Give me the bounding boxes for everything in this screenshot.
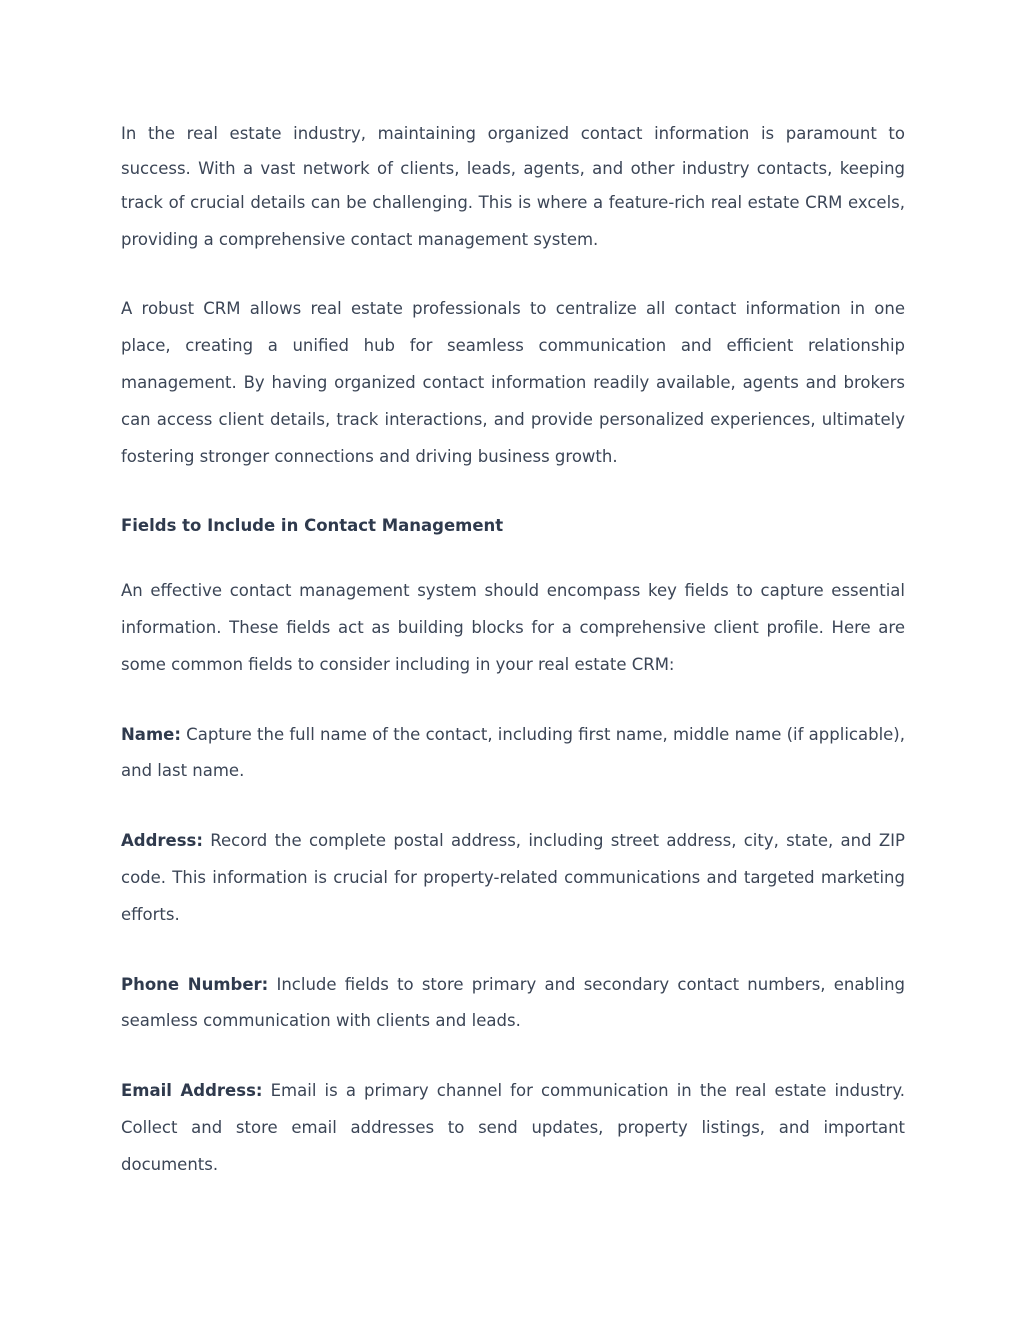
field-description: Capture the full name of the contact, including first name, middle name (if applicable), and last name. — [121, 724, 905, 781]
intro-line: success. With a vast network of clients, leads, agents, and other industry contacts, keeping — [121, 158, 905, 178]
field-description: Include fields to store primary and secondary contact numbers, enabling seamless communication with clients and leads. — [121, 974, 906, 1031]
field-item-name — [121, 717, 905, 791]
field-item-phone-number — [121, 967, 905, 1041]
field-description: Record the complete postal address, including street address, city, state, and ZIP code. This information is crucial for property-related communications and targeted marketing efforts. — [121, 831, 905, 924]
section-heading: Fields to Include in Contact Management — [121, 516, 504, 536]
crm-overview-paragraph: A robust CRM allows real estate professionals to centralize all contact information in one place, creating a unified hub for seamless communication and efficient relationship management. By having organized contact information readily available, agents and brokers can access client details, track interactions, and provide personalized experiences, ultimately fostering stronger connections and driving business growth. — [121, 299, 905, 466]
document-page — [121, 116, 905, 1184]
field-label: Name: — [121, 724, 181, 744]
intro-paragraph — [121, 116, 905, 258]
field-label: Phone Number: — [121, 974, 269, 994]
field-item-address — [121, 823, 905, 933]
field-label: Address: — [121, 831, 203, 851]
intro-line: providing a comprehensive contact management system. — [121, 229, 599, 249]
field-label: Email Address: — [121, 1081, 263, 1101]
fields-intro-paragraph: An effective contact management system should encompass key fields to capture essential information. These fields act as building blocks for a comprehensive client profile. Here are some common fields to consider including in your real estate CRM: — [121, 581, 905, 674]
intro-line: In the real estate industry, maintaining organized contact information is paramount to — [121, 124, 905, 143]
field-item-email-address — [121, 1073, 905, 1183]
intro-line: track of crucial details can be challenging. This is where a feature-rich real estate CRM excels, — [121, 192, 905, 212]
field-description: Email is a primary channel for communication in the real estate industry. Collect and store email addresses to send updates, property listings, and important documents. — [121, 1081, 905, 1174]
